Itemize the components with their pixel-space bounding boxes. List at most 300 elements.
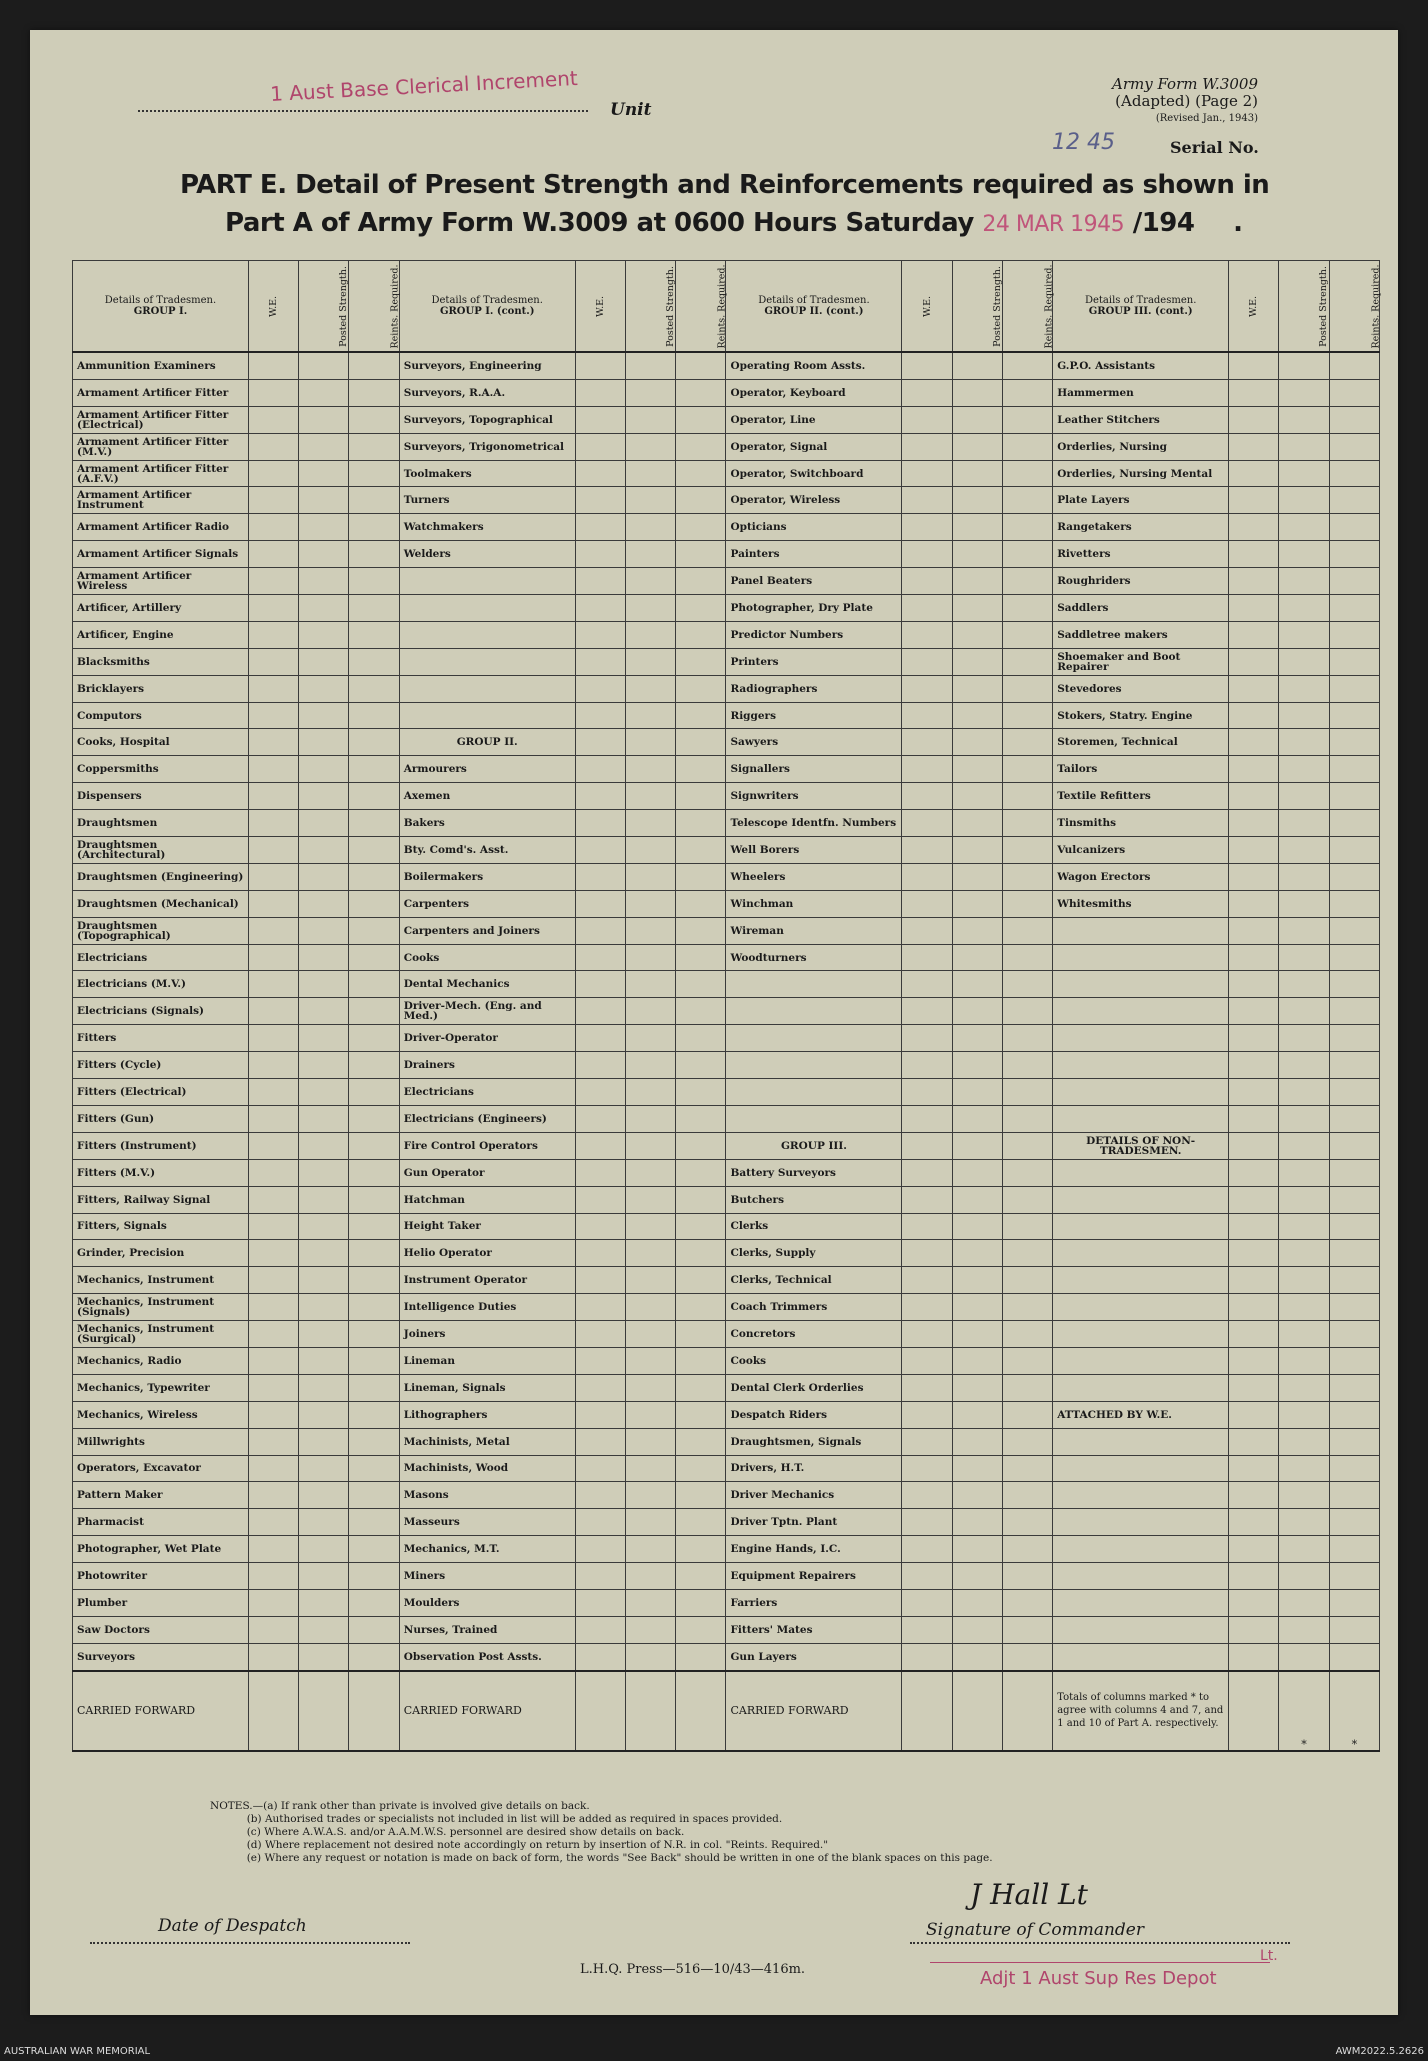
entry-cell[interactable] — [248, 514, 298, 541]
entry-cell[interactable] — [349, 379, 399, 406]
entry-cell[interactable] — [1229, 863, 1279, 890]
entry-cell[interactable] — [299, 1186, 349, 1213]
entry-cell[interactable] — [952, 1186, 1002, 1213]
entry-cell[interactable] — [1002, 1105, 1052, 1132]
entry-cell[interactable] — [1279, 648, 1329, 675]
entry-cell[interactable] — [248, 756, 298, 783]
entry-cell[interactable] — [248, 1563, 298, 1590]
entry-cell[interactable] — [1229, 998, 1279, 1025]
entry-cell[interactable] — [248, 1105, 298, 1132]
entry-cell[interactable] — [952, 433, 1002, 460]
entry-cell[interactable] — [1002, 783, 1052, 810]
entry-cell[interactable] — [1229, 1671, 1279, 1751]
entry-cell[interactable] — [575, 971, 625, 998]
entry-cell[interactable] — [248, 890, 298, 917]
entry-cell[interactable] — [1329, 1294, 1379, 1321]
entry-cell[interactable] — [902, 675, 952, 702]
entry-cell[interactable] — [349, 1347, 399, 1374]
entry-cell[interactable] — [625, 1105, 675, 1132]
entry-cell[interactable] — [349, 1455, 399, 1482]
entry-cell[interactable] — [1279, 729, 1329, 756]
entry-cell[interactable] — [248, 1589, 298, 1616]
entry-cell[interactable] — [902, 1052, 952, 1079]
entry-cell[interactable] — [1002, 1294, 1052, 1321]
entry-cell[interactable] — [1229, 1616, 1279, 1643]
entry-cell[interactable] — [575, 568, 625, 595]
entry-cell[interactable] — [952, 917, 1002, 944]
entry-cell[interactable] — [625, 1428, 675, 1455]
entry-cell[interactable] — [299, 379, 349, 406]
entry-cell[interactable] — [625, 1186, 675, 1213]
entry-cell[interactable] — [349, 729, 399, 756]
entry-cell[interactable] — [1002, 1509, 1052, 1536]
entry-cell[interactable] — [299, 863, 349, 890]
entry-cell[interactable] — [349, 514, 399, 541]
entry-cell[interactable] — [1229, 729, 1279, 756]
entry-cell[interactable] — [902, 379, 952, 406]
entry-cell[interactable] — [952, 1643, 1002, 1670]
entry-cell[interactable] — [902, 514, 952, 541]
entry-cell[interactable] — [902, 1347, 952, 1374]
entry-cell[interactable] — [349, 1267, 399, 1294]
entry-cell[interactable] — [349, 971, 399, 998]
entry-cell[interactable] — [676, 1132, 726, 1159]
entry-cell[interactable] — [902, 352, 952, 379]
entry-cell[interactable] — [676, 783, 726, 810]
entry-cell[interactable] — [676, 1079, 726, 1106]
entry-cell[interactable] — [299, 1213, 349, 1240]
entry-cell[interactable] — [1329, 1455, 1379, 1482]
entry-cell[interactable] — [902, 1563, 952, 1590]
entry-cell[interactable] — [248, 944, 298, 971]
entry-cell[interactable] — [299, 1509, 349, 1536]
entry-cell[interactable] — [248, 1240, 298, 1267]
entry-cell[interactable] — [1279, 568, 1329, 595]
entry-cell[interactable] — [248, 648, 298, 675]
entry-cell[interactable] — [625, 1401, 675, 1428]
entry-cell[interactable] — [575, 460, 625, 487]
entry-cell[interactable] — [1002, 890, 1052, 917]
entry-cell[interactable] — [1329, 971, 1379, 998]
entry-cell[interactable] — [1229, 595, 1279, 622]
entry-cell[interactable] — [575, 379, 625, 406]
entry-cell[interactable] — [299, 837, 349, 864]
entry-cell[interactable] — [676, 648, 726, 675]
entry-cell[interactable] — [575, 1213, 625, 1240]
entry-cell[interactable] — [575, 621, 625, 648]
entry-cell[interactable] — [349, 1025, 399, 1052]
entry-cell[interactable] — [575, 1105, 625, 1132]
entry-cell[interactable] — [952, 1052, 1002, 1079]
entry-cell[interactable] — [902, 971, 952, 998]
entry-cell[interactable] — [248, 1401, 298, 1428]
entry-cell[interactable] — [952, 406, 1002, 433]
entry-cell[interactable] — [1002, 917, 1052, 944]
entry-cell[interactable] — [575, 890, 625, 917]
entry-cell[interactable] — [952, 756, 1002, 783]
entry-cell[interactable] — [575, 675, 625, 702]
entry-cell[interactable] — [349, 1079, 399, 1106]
entry-cell[interactable] — [349, 890, 399, 917]
entry-cell[interactable] — [299, 1105, 349, 1132]
entry-cell[interactable] — [952, 971, 1002, 998]
entry-cell[interactable] — [575, 514, 625, 541]
entry-cell[interactable] — [1279, 433, 1329, 460]
entry-cell[interactable] — [676, 1401, 726, 1428]
entry-cell[interactable] — [952, 1589, 1002, 1616]
entry-cell[interactable] — [625, 379, 675, 406]
entry-cell[interactable] — [575, 729, 625, 756]
entry-cell[interactable] — [1329, 1240, 1379, 1267]
entry-cell[interactable] — [1329, 756, 1379, 783]
entry-cell[interactable] — [1229, 379, 1279, 406]
entry-cell[interactable] — [1329, 675, 1379, 702]
entry-cell[interactable] — [349, 1482, 399, 1509]
entry-cell[interactable] — [625, 971, 675, 998]
entry-cell[interactable] — [952, 863, 1002, 890]
entry-cell[interactable] — [1279, 1105, 1329, 1132]
entry-cell[interactable] — [1229, 1294, 1279, 1321]
entry-cell[interactable] — [1279, 1052, 1329, 1079]
entry-cell[interactable] — [349, 1321, 399, 1348]
entry-cell[interactable] — [248, 998, 298, 1025]
entry-cell[interactable] — [299, 595, 349, 622]
entry-cell[interactable] — [349, 1240, 399, 1267]
entry-cell[interactable] — [1279, 702, 1329, 729]
entry-cell[interactable] — [349, 702, 399, 729]
entry-cell[interactable] — [952, 352, 1002, 379]
entry-cell[interactable] — [248, 729, 298, 756]
entry-cell[interactable] — [676, 1455, 726, 1482]
entry-cell[interactable] — [299, 621, 349, 648]
entry-cell[interactable] — [248, 1616, 298, 1643]
entry-cell[interactable] — [1329, 621, 1379, 648]
entry-cell[interactable] — [1002, 756, 1052, 783]
entry-cell[interactable] — [676, 971, 726, 998]
entry-cell[interactable] — [1002, 1374, 1052, 1401]
entry-cell[interactable] — [1279, 352, 1329, 379]
entry-cell[interactable] — [625, 1374, 675, 1401]
entry-cell[interactable] — [248, 1052, 298, 1079]
entry-cell[interactable] — [248, 1428, 298, 1455]
entry-cell[interactable] — [349, 1294, 399, 1321]
entry-cell[interactable] — [575, 1643, 625, 1670]
entry-cell[interactable] — [1279, 1240, 1329, 1267]
entry-cell[interactable] — [1002, 1347, 1052, 1374]
entry-cell[interactable] — [299, 541, 349, 568]
entry-cell[interactable] — [625, 1132, 675, 1159]
entry-cell[interactable] — [299, 783, 349, 810]
entry-cell[interactable] — [676, 1052, 726, 1079]
entry-cell[interactable] — [902, 1643, 952, 1670]
entry-cell[interactable] — [575, 595, 625, 622]
entry-cell[interactable] — [676, 1105, 726, 1132]
entry-cell[interactable] — [575, 944, 625, 971]
entry-cell[interactable] — [676, 998, 726, 1025]
entry-cell[interactable] — [299, 756, 349, 783]
entry-cell[interactable] — [349, 1616, 399, 1643]
entry-cell[interactable] — [952, 1347, 1002, 1374]
entry-cell[interactable] — [299, 1401, 349, 1428]
entry-cell[interactable] — [625, 433, 675, 460]
entry-cell[interactable] — [676, 702, 726, 729]
entry-cell[interactable] — [952, 1240, 1002, 1267]
entry-cell[interactable] — [952, 487, 1002, 514]
entry-cell[interactable] — [299, 1616, 349, 1643]
entry-cell[interactable] — [952, 1671, 1002, 1751]
entry-cell[interactable] — [952, 729, 1002, 756]
entry-cell[interactable] — [248, 1347, 298, 1374]
entry-cell[interactable] — [349, 568, 399, 595]
entry-cell[interactable] — [1279, 1079, 1329, 1106]
entry-cell[interactable] — [902, 541, 952, 568]
entry-cell[interactable] — [1229, 406, 1279, 433]
entry-cell[interactable] — [625, 1482, 675, 1509]
entry-cell[interactable] — [248, 675, 298, 702]
entry-cell[interactable] — [676, 541, 726, 568]
entry-cell[interactable] — [1229, 1105, 1279, 1132]
entry-cell[interactable] — [1279, 379, 1329, 406]
entry-cell[interactable] — [676, 1671, 726, 1751]
entry-cell[interactable] — [1002, 1321, 1052, 1348]
entry-cell[interactable] — [1329, 1509, 1379, 1536]
entry-cell[interactable] — [676, 379, 726, 406]
entry-cell[interactable] — [299, 1671, 349, 1751]
entry-cell[interactable] — [299, 1132, 349, 1159]
entry-cell[interactable] — [1329, 595, 1379, 622]
entry-cell[interactable] — [349, 1159, 399, 1186]
entry-cell[interactable] — [1329, 1321, 1379, 1348]
entry-cell[interactable] — [676, 1240, 726, 1267]
entry-cell[interactable] — [902, 1294, 952, 1321]
entry-cell[interactable] — [676, 1509, 726, 1536]
entry-cell[interactable] — [1002, 1267, 1052, 1294]
entry-cell[interactable] — [676, 1347, 726, 1374]
entry-cell[interactable] — [1329, 1347, 1379, 1374]
entry-cell[interactable] — [676, 460, 726, 487]
entry-cell[interactable] — [1002, 702, 1052, 729]
entry-cell[interactable] — [625, 863, 675, 890]
entry-cell[interactable] — [349, 621, 399, 648]
entry-cell[interactable] — [349, 1401, 399, 1428]
entry-cell[interactable] — [952, 1374, 1002, 1401]
entry-cell[interactable] — [1229, 837, 1279, 864]
entry-cell[interactable] — [625, 1079, 675, 1106]
entry-cell[interactable] — [299, 460, 349, 487]
entry-cell[interactable] — [1002, 406, 1052, 433]
entry-cell[interactable] — [1002, 998, 1052, 1025]
entry-cell[interactable] — [248, 1455, 298, 1482]
entry-cell[interactable] — [1002, 1616, 1052, 1643]
entry-cell[interactable] — [902, 1159, 952, 1186]
entry-cell[interactable] — [952, 998, 1002, 1025]
entry-cell[interactable] — [1002, 944, 1052, 971]
entry-cell[interactable] — [952, 675, 1002, 702]
entry-cell[interactable] — [625, 675, 675, 702]
entry-cell[interactable] — [676, 837, 726, 864]
entry-cell[interactable] — [1329, 863, 1379, 890]
entry-cell[interactable] — [676, 487, 726, 514]
entry-cell[interactable] — [1279, 621, 1329, 648]
entry-cell[interactable] — [1229, 1079, 1279, 1106]
entry-cell[interactable] — [575, 1079, 625, 1106]
entry-cell[interactable] — [1329, 1025, 1379, 1052]
entry-cell[interactable] — [1229, 1482, 1279, 1509]
entry-cell[interactable] — [676, 1213, 726, 1240]
entry-cell[interactable] — [575, 1025, 625, 1052]
entry-cell[interactable] — [902, 998, 952, 1025]
entry-cell[interactable] — [349, 1643, 399, 1670]
entry-cell[interactable] — [349, 1374, 399, 1401]
entry-cell[interactable] — [1229, 917, 1279, 944]
entry-cell[interactable] — [625, 1240, 675, 1267]
entry-cell[interactable] — [1229, 1347, 1279, 1374]
entry-cell[interactable] — [1279, 1536, 1329, 1563]
entry-cell[interactable] — [625, 944, 675, 971]
entry-cell[interactable] — [902, 756, 952, 783]
entry-cell[interactable] — [575, 1589, 625, 1616]
entry-cell[interactable] — [299, 729, 349, 756]
entry-cell[interactable] — [1279, 1159, 1329, 1186]
entry-cell[interactable] — [1279, 1428, 1329, 1455]
entry-cell[interactable] — [1329, 890, 1379, 917]
entry-cell[interactable] — [299, 568, 349, 595]
entry-cell[interactable] — [902, 1267, 952, 1294]
entry-cell[interactable] — [676, 514, 726, 541]
entry-cell[interactable] — [902, 783, 952, 810]
entry-cell[interactable] — [952, 810, 1002, 837]
entry-cell[interactable] — [1279, 863, 1329, 890]
entry-cell[interactable] — [299, 648, 349, 675]
entry-cell[interactable] — [676, 675, 726, 702]
entry-cell[interactable] — [1229, 487, 1279, 514]
entry-cell[interactable] — [575, 406, 625, 433]
entry-cell[interactable] — [625, 1025, 675, 1052]
entry-cell[interactable] — [625, 1563, 675, 1590]
entry-cell[interactable] — [575, 1159, 625, 1186]
entry-cell[interactable] — [676, 917, 726, 944]
entry-cell[interactable] — [1329, 379, 1379, 406]
entry-cell[interactable] — [575, 1536, 625, 1563]
entry-cell[interactable] — [575, 1374, 625, 1401]
entry-cell[interactable] — [299, 1482, 349, 1509]
entry-cell[interactable] — [299, 1025, 349, 1052]
entry-cell[interactable] — [625, 595, 675, 622]
entry-cell[interactable] — [248, 971, 298, 998]
entry-cell[interactable] — [676, 568, 726, 595]
entry-cell[interactable] — [248, 1536, 298, 1563]
entry-cell[interactable] — [1329, 1536, 1379, 1563]
entry-cell[interactable] — [625, 460, 675, 487]
entry-cell[interactable] — [1279, 1186, 1329, 1213]
entry-cell[interactable] — [1329, 1105, 1379, 1132]
entry-cell[interactable] — [1229, 890, 1279, 917]
entry-cell[interactable] — [902, 1374, 952, 1401]
entry-cell[interactable] — [349, 541, 399, 568]
entry-cell[interactable] — [952, 1105, 1002, 1132]
entry-cell[interactable] — [575, 1321, 625, 1348]
entry-cell[interactable] — [1279, 1563, 1329, 1590]
entry-cell[interactable] — [676, 621, 726, 648]
entry-cell[interactable] — [625, 702, 675, 729]
entry-cell[interactable] — [1329, 406, 1379, 433]
entry-cell[interactable] — [1279, 675, 1329, 702]
entry-cell[interactable] — [1329, 702, 1379, 729]
entry-cell[interactable] — [902, 406, 952, 433]
entry-cell[interactable] — [575, 648, 625, 675]
entry-cell[interactable] — [1279, 810, 1329, 837]
entry-cell[interactable] — [902, 917, 952, 944]
entry-cell[interactable] — [1279, 971, 1329, 998]
entry-cell[interactable] — [1329, 998, 1379, 1025]
entry-cell[interactable] — [676, 1321, 726, 1348]
entry-cell[interactable] — [1279, 783, 1329, 810]
entry-cell[interactable] — [1329, 433, 1379, 460]
entry-cell[interactable] — [952, 1401, 1002, 1428]
entry-cell[interactable] — [1279, 1482, 1329, 1509]
entry-cell[interactable] — [625, 1455, 675, 1482]
entry-cell[interactable] — [1329, 917, 1379, 944]
entry-cell[interactable] — [902, 1536, 952, 1563]
entry-cell[interactable] — [952, 568, 1002, 595]
entry-cell[interactable] — [1279, 406, 1329, 433]
entry-cell[interactable] — [952, 514, 1002, 541]
entry-cell[interactable] — [349, 433, 399, 460]
entry-cell[interactable] — [1229, 675, 1279, 702]
entry-cell[interactable] — [299, 1374, 349, 1401]
asterisk-cell[interactable]: * — [1329, 1671, 1379, 1751]
entry-cell[interactable] — [676, 433, 726, 460]
entry-cell[interactable] — [1229, 1536, 1279, 1563]
entry-cell[interactable] — [248, 406, 298, 433]
entry-cell[interactable] — [349, 1052, 399, 1079]
entry-cell[interactable] — [902, 621, 952, 648]
entry-cell[interactable] — [1002, 1428, 1052, 1455]
entry-cell[interactable] — [676, 1536, 726, 1563]
entry-cell[interactable] — [1002, 352, 1052, 379]
entry-cell[interactable] — [952, 1213, 1002, 1240]
entry-cell[interactable] — [676, 1616, 726, 1643]
entry-cell[interactable] — [676, 1267, 726, 1294]
entry-cell[interactable] — [1002, 1643, 1052, 1670]
entry-cell[interactable] — [1329, 1213, 1379, 1240]
entry-cell[interactable] — [1002, 433, 1052, 460]
entry-cell[interactable] — [1002, 1482, 1052, 1509]
entry-cell[interactable] — [575, 1616, 625, 1643]
entry-cell[interactable] — [1329, 1563, 1379, 1590]
entry-cell[interactable] — [952, 621, 1002, 648]
entry-cell[interactable] — [902, 568, 952, 595]
entry-cell[interactable] — [299, 1536, 349, 1563]
entry-cell[interactable] — [902, 648, 952, 675]
entry-cell[interactable] — [1279, 1347, 1329, 1374]
entry-cell[interactable] — [248, 1186, 298, 1213]
entry-cell[interactable] — [676, 863, 726, 890]
entry-cell[interactable] — [1002, 1455, 1052, 1482]
entry-cell[interactable] — [1002, 460, 1052, 487]
entry-cell[interactable] — [1329, 541, 1379, 568]
entry-cell[interactable] — [1002, 1671, 1052, 1751]
entry-cell[interactable] — [902, 1321, 952, 1348]
entry-cell[interactable] — [1229, 756, 1279, 783]
entry-cell[interactable] — [1229, 1186, 1279, 1213]
entry-cell[interactable] — [902, 1132, 952, 1159]
entry-cell[interactable] — [299, 1321, 349, 1348]
entry-cell[interactable] — [1229, 971, 1279, 998]
entry-cell[interactable] — [248, 487, 298, 514]
entry-cell[interactable] — [676, 1428, 726, 1455]
entry-cell[interactable] — [1329, 487, 1379, 514]
